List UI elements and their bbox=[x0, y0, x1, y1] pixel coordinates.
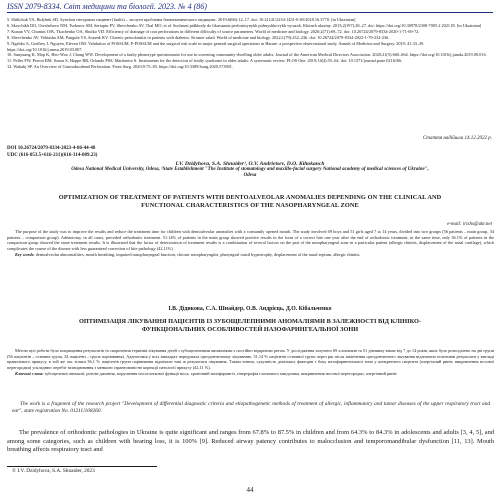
reference-item: 11. Peller FW, Peroni BM, Sonza S, Hoppe RR, Orlando PSS, Martinetto S. Instruments for the detection of frailty syndrome in older adults: A systematic review. PLOS One. 2019;14(4):55–64. doi: 10.1371/journal.pone.0216166. bbox=[7, 58, 403, 64]
doi-line: DOI 10.26724/2079-8334-2023-4-86-44-48 bbox=[7, 146, 96, 151]
contact-email: e-mail: irishs@ukr.net bbox=[447, 222, 492, 227]
funding-note bbox=[12, 401, 490, 414]
keywords-line-uk bbox=[7, 371, 494, 377]
author-block bbox=[0, 161, 500, 179]
author-affiliation: Odesa National Medical University, Odesa, ¹State Establishment "The Institute of stomatology and maxillo-facial surgery National academy of medical sciences of Ukraine", Odesa bbox=[71, 167, 429, 178]
article-identifiers bbox=[7, 145, 257, 159]
journal-header: ISSN 2079-8334. Світ медицини та біології. 2023. № 4 (86) bbox=[7, 2, 493, 13]
reference-item: 10. Sunyuang K, Mop K, Heo-Woo J, Chang WW. Development of a faulty phenotype questionnaire for use in screening community-dwelling older adults. Journal of the American Medical Directors Association. 2020;21(5):660–664. https://doi.org/10.1016/j.jamda.2019.08.016. bbox=[7, 52, 487, 58]
reference-list bbox=[7, 17, 495, 70]
keywords-line bbox=[7, 252, 494, 258]
received-date: Стаття надійшла 14.12.2022 р. bbox=[422, 136, 492, 141]
footnote-divider bbox=[7, 466, 157, 467]
keywords-label-uk: Ключові слова: bbox=[15, 370, 44, 376]
abstract-en bbox=[7, 229, 494, 258]
copyright-line: © I.V. Dzidyhova, S.A. Shnaider, 2023 bbox=[12, 468, 95, 474]
udc-line: UDC (616-053.5+616-211)(616-314-089.23) bbox=[7, 153, 98, 158]
article-title: OPTIMIZATION OF TREATMENT OF PATIENTS WITH DENTOALVEOLAR ANOMALIES DEPENDING ON THE CLINICAL AND FUNCTIONAL CHARACTERISTICS OF THE NASOPHARYNGEAL ZONE bbox=[58, 194, 442, 209]
page-number: 44 bbox=[246, 486, 254, 494]
reference-item: 12. Wakabj SP. An Overview of Gastroduodenal Perforation. Front Surg. 2020;9:75–83. https://doi.org/10.3389/fsurg.2020.573901. bbox=[7, 64, 233, 70]
funding-text: The work is a fragment of the research project "Development of differential diagnostic criteria and etiopathogenetic methods of treatment of allergic, inflammatory and tumor diseases of the upper respiratory tract and ear", state registration No. 0121U108260. bbox=[12, 401, 490, 414]
reference-item: 7. Kunan VV, Chumas O/K, Tkachenko OA, Shulko VD. Efficiency of drainage of root perforations in different difficulty of source parameters. World of medicine and biology. 2020;2(71):69–72. doi: 10.26724/2079-8334-2020-1-71-69-72. bbox=[7, 28, 420, 34]
keywords-label: Key words: bbox=[15, 251, 35, 257]
reference-item: 9. Ngabko A, Godfrey J, Nguyen, Eleven OM. Validation of POSSUM, P-POSSUM and the surgical risk scale in major general surgical operations in Harare: a prospective observational study. Annals of Medicine and Surgery. 2019; 41:33–39. https://doi.org/10.1016/j.amsu.2019.03.007. bbox=[7, 40, 425, 52]
article-title-uk: ОПТИМІЗАЦІЯ ЛІКУВАННЯ ПАЦІЄНТІВ ІЗ ЗУБОЩЕЛЕПНИМИ АНОМАЛІЯМИ В ЗАЛЕЖНОСТІ ВІД КЛІНІКО-ФУНКЦІОНАЛЬНИХ ОСОБЛИВОСТЕЙ НАЗОФАРИНГЕАЛЬНОЇ ЗОНИ bbox=[78, 318, 422, 333]
author-names: I.V. Dzidyhova, S.A. Shnaider¹, O.V. Andrietsev, D.O. Kiltokanch bbox=[175, 161, 325, 167]
reference-item: 5. Shilichuk VA, Bulyhnk SD. Synchon гнездовых пациент (faults) – заслуги проблемы биомеханического медицинс. 2019;6(66):12–17. doi: 10.21141/2234-1451-6-65/2018.16.3770. [in Ukrainian] bbox=[7, 17, 356, 22]
reference-item: 8. Shevchenko AV, Yehiasha AM, Pangula VS, Sozenk KV. Chronic periodontitis in patients with diabetes. Kromer salad. World of medicine and biology. 2022;1(79):232–236. doi: 10.26724/2079-8334-2022-1-79-232-236. bbox=[7, 34, 390, 40]
keywords-text: dentoalveolar abnormalities, mouth breathing, impaired nasopharyngeal function, chronic nasopharyngitis, pharyngeal tonsil hypertrophy, displacement of the nasal septum, allergic rhinitis. bbox=[35, 251, 361, 257]
copyright-block bbox=[12, 468, 95, 475]
abstract-text: The purpose of the study was to improve the results and reduce the treatment time for children with dentoalveolar anomalies with a constantly opened mouth. The study involved 69 boys and 51 girls aged 7 to 14 years, divided into two groups (56 patients – main group, 34 patients – comparison group). Adenotomy, in all cases, preceded orthodontic treatment. 51.14% of patients in the main group showed positive results in the form of a correct bite one year after the end of orthodontic treatment, in the same time, only 36.1% of patients in the comparison group showed the same treatment results. It is illustrated that the factor of deterioration of treatment results is a combination of several factors on the part of the nasopharyngeal zone in a particular patient (allergic rhinitis, displacement of the nasal cartilage), which complicates the course of the disease with less guaranteed correction of bite pathology (42.11%). bbox=[7, 229, 494, 252]
abstract-text-uk: Метою цієї роботи було покращення результатів та скорочення термінів лікування дітей з зубощелепними аномаліями з постійно відкритим ротом. У дослідження залучено 69 хлопчиків та 51 дівчинку віком від 7 до 14 років, яких було розподілено на дві групи (56 пацієнтів – основна група, 34 пацієнти – група порівняння). Аденотомія у всіх випадках передувала ортодонтичному лікуванню. 51,14 % пацієнтів основної групи через рік після закінчення ортодонтичного лікування відзначено позитивні результати у вигляді правильного прикусу, в той же час тільки 36,1 % пацієнтів групи порівняння відмічали такі ж результати лікування. Таким чином, сукупність декількох факторів з боку назофарингеальної зони у конкретного пацієнта (алергічний риніт, викривлення носової перегородки) ускладнює перебіг захворювання з меншою гарантованістю корекції патології прикусу (42,11 %). bbox=[7, 348, 494, 371]
reference-item: 6. Skrychikh DO, Oreshehova NM, Tsekarov SM, Seriapin PV, Shevchenko AV, Tkal MO, et al. Suchasni pidkhody do likuvannia perfoatsiynykh pidmyshkovykh vyrazok. Khirurh ukrainy. 2013;2(197):28–27. doi: https://doi.org/10.30978/2308-7005.2 2021 I8. [in Ukrainian] bbox=[7, 22, 482, 28]
abstract-uk bbox=[7, 348, 494, 377]
body-paragraph: The prevalence of orthodontic pathologies in Ukraine is quite significant and ranges from 67.8% to 87.5% in children and from 64.3% to 84.3% in adolescents and adults [3, 4, 5], and among some categories, such as children with hearing loss, it is 100% [9]. Reduced airway patency contributes to malocclusion and temporomandibular dysfunction [11, 13]. Mouth breathing affects respiratory tract and bbox=[7, 429, 494, 454]
keywords-text-uk: зубощелепні аномалії, ротове дихання, порушення носоглоткової функції носа, хронічний назофарингіт, гіпертрофія глоткового мигдалика, викривлення носової перегородки, алергічний риніт. bbox=[44, 370, 398, 376]
author-names-uk: І.В. Дідикова, С.А. Шнайдер, О.В. Андрієць, Д.О. Кібальченко bbox=[168, 306, 332, 312]
body-intro bbox=[7, 429, 494, 455]
